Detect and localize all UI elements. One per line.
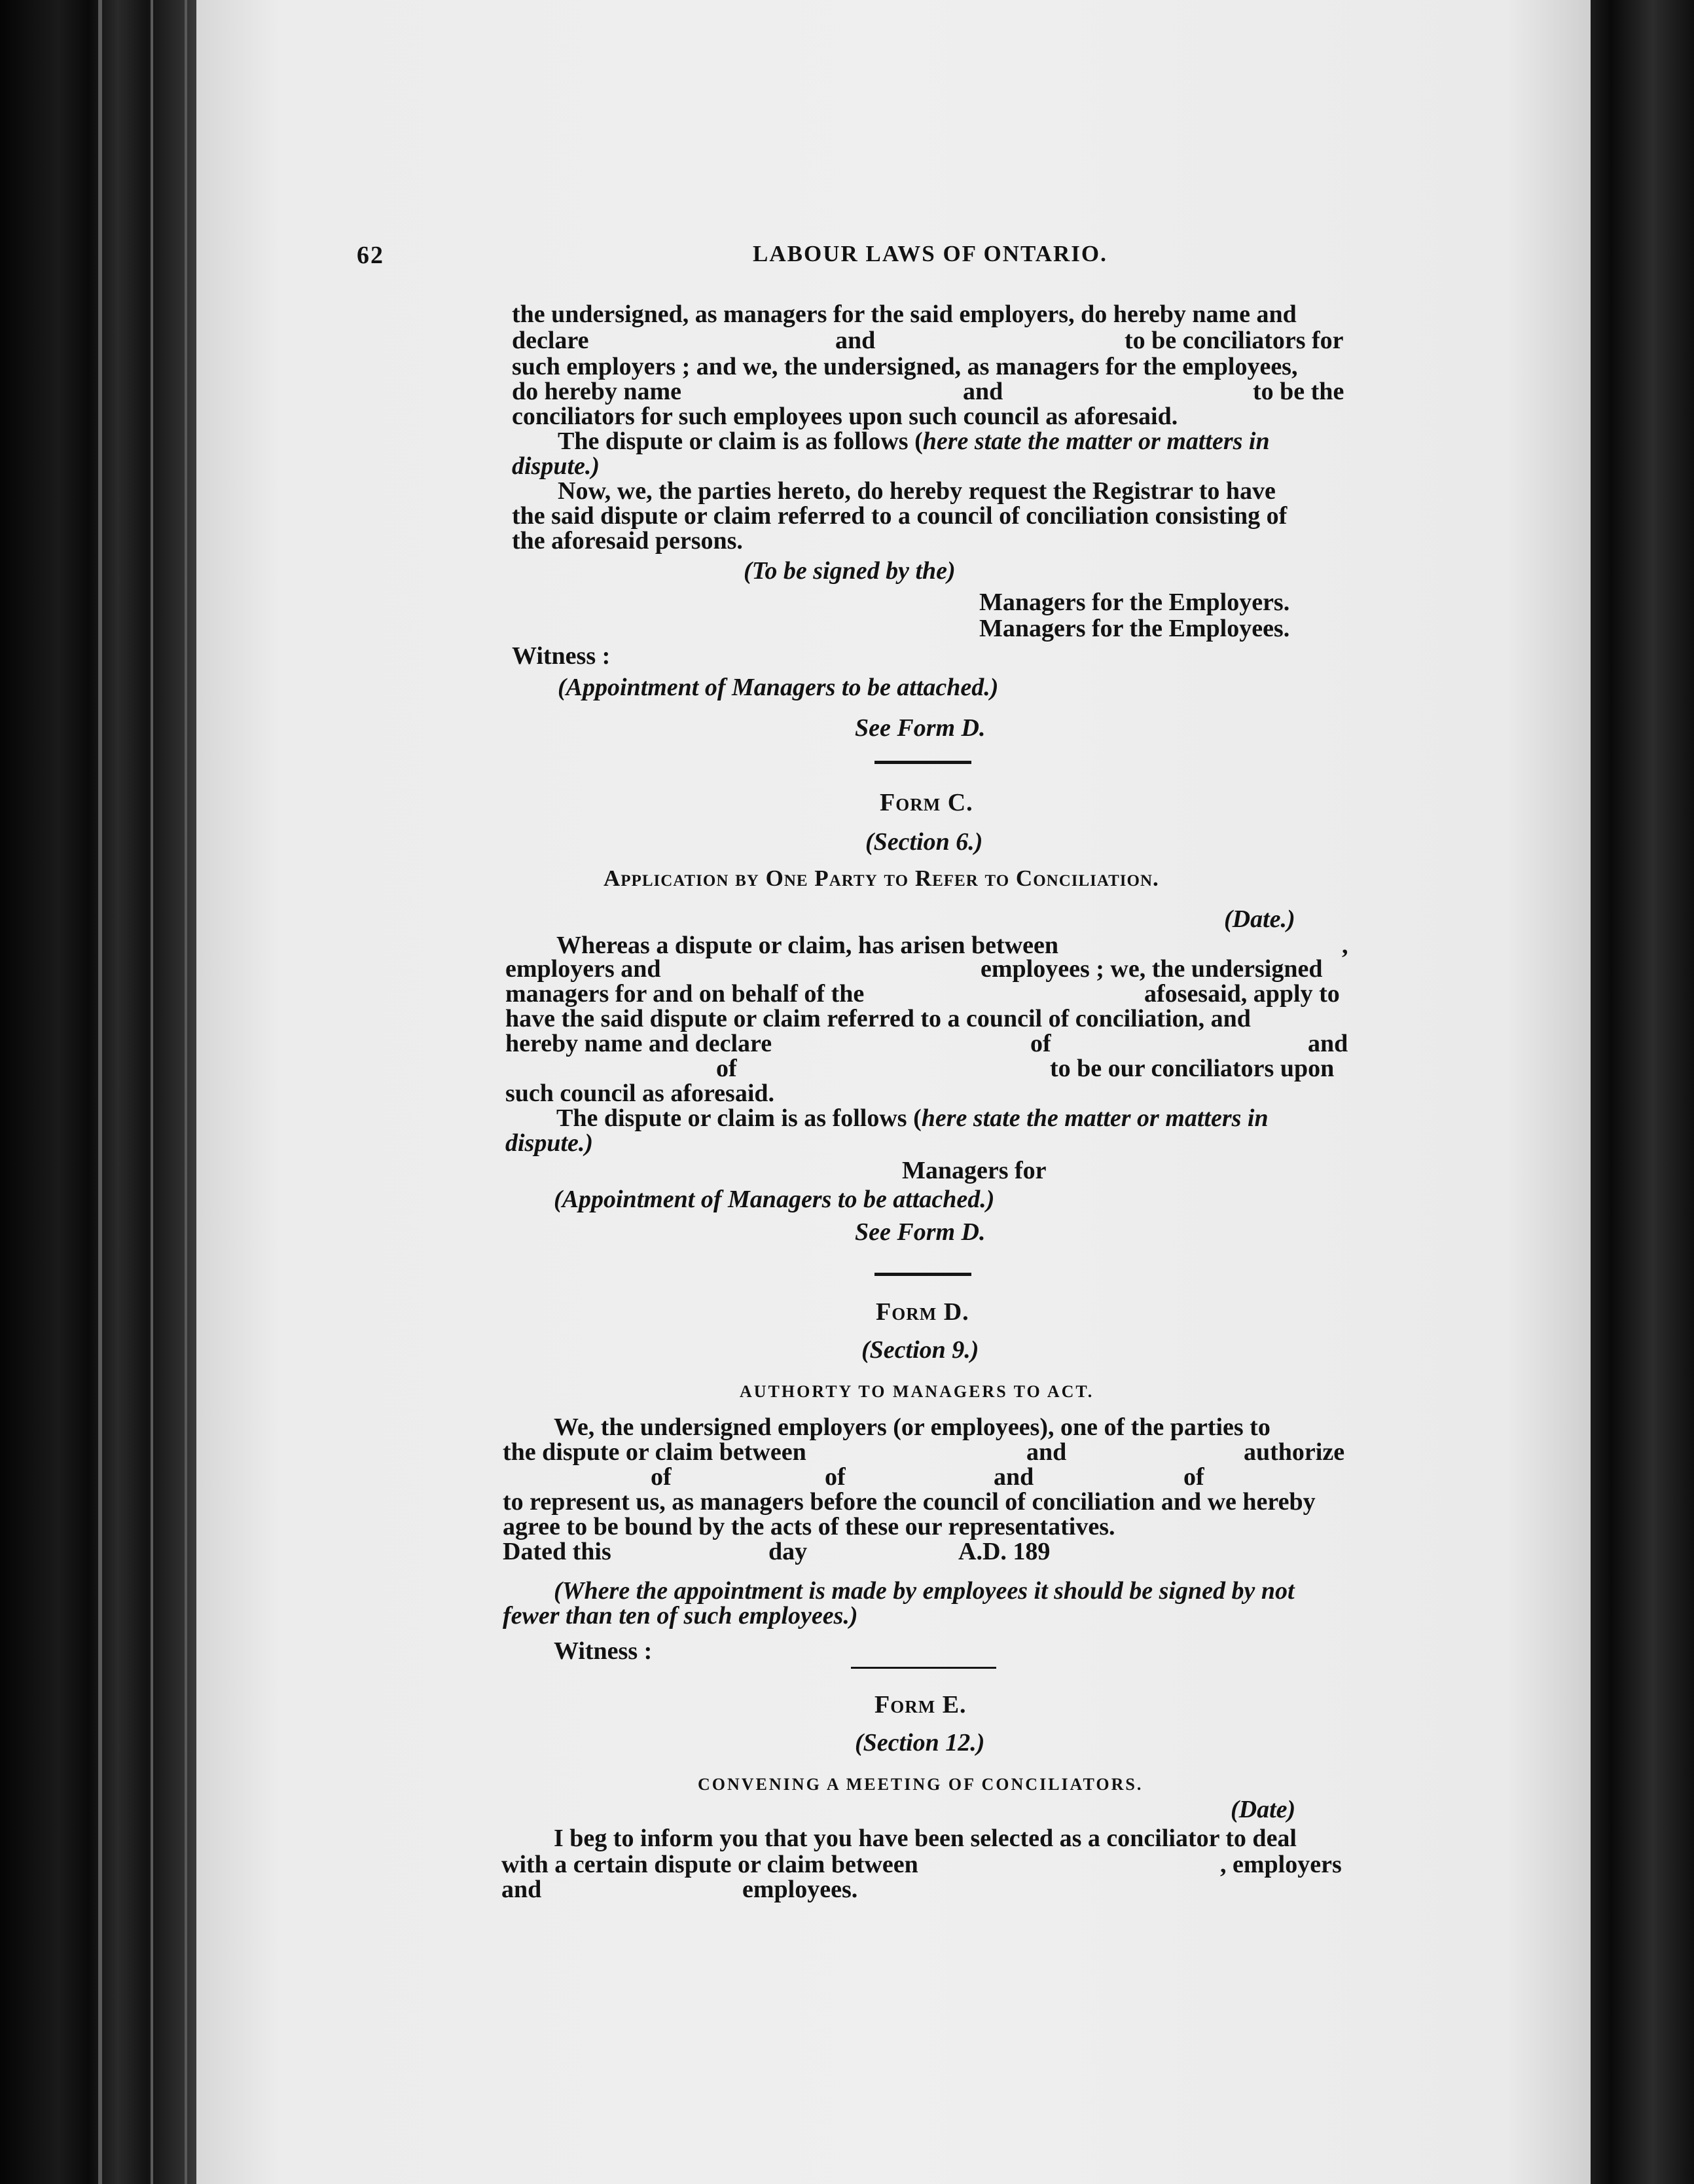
text-line: the aforesaid persons.	[512, 527, 743, 555]
text-line: Whereas a dispute or claim, has arisen between	[556, 932, 1059, 959]
text-line: managers for and on behalf of the	[505, 980, 865, 1008]
section-reference: (Section 9.)	[861, 1336, 979, 1364]
text-line: and	[963, 378, 1003, 405]
text-line: We, the undersigned employers (or employees), one of the parties to	[554, 1413, 1270, 1441]
text-line: Now, we, the parties hereto, do hereby request the Registrar to have	[558, 477, 1276, 505]
text-line: and	[501, 1876, 542, 1903]
form-heading: AUTHORTY TO MANAGERS TO ACT.	[740, 1382, 1094, 1401]
text-line: dispute.)	[505, 1129, 594, 1157]
form-heading: Application by One Party to Refer to Conciliation.	[604, 865, 1159, 891]
section-reference: (Section 12.)	[855, 1729, 985, 1756]
text-line: with a certain dispute or claim between	[501, 1851, 918, 1878]
text-line: to be the	[1253, 378, 1344, 405]
form-title: Form D.	[876, 1298, 969, 1326]
date-placeholder: (Date)	[1231, 1796, 1296, 1823]
text-line: authorize	[1244, 1438, 1345, 1466]
text-line: employees.	[742, 1876, 858, 1903]
text-line: A.D. 189	[958, 1538, 1051, 1565]
signing-note: (To be signed by the)	[744, 557, 956, 585]
text-line: dispute.)	[512, 452, 600, 480]
text-line: of	[825, 1463, 846, 1491]
text-line: conciliators for such employees upon such council as aforesaid.	[512, 403, 1178, 430]
text-line: declare	[512, 327, 589, 354]
text-line: of	[716, 1055, 737, 1082]
signing-note: fewer than ten of such employees.)	[503, 1602, 858, 1629]
text-line: and	[835, 327, 876, 354]
text-line: to be conciliators for	[1125, 327, 1344, 354]
text-line: and	[1026, 1438, 1067, 1466]
spine-edge-line	[98, 0, 102, 2184]
spine-edge-line	[185, 0, 187, 2184]
divider-rule	[874, 761, 971, 764]
running-title: LABOUR LAWS OF ONTARIO.	[753, 241, 1108, 266]
text-line: hereby name and declare	[505, 1030, 772, 1057]
text-line: of	[1030, 1030, 1051, 1057]
text-line: The dispute or claim is as follows (here state the matter or matters in	[558, 428, 1270, 455]
form-heading: CONVENING A MEETING OF CONCILIATORS.	[698, 1775, 1144, 1794]
text-line: such employers ; and we, the undersigned, as managers for the employees,	[512, 353, 1298, 380]
text-line: have the said dispute or claim referred to a council of conciliation, and	[505, 1005, 1251, 1032]
appointment-note: (Appointment of Managers to be attached.)	[558, 674, 999, 701]
divider-rule	[874, 1273, 971, 1276]
page-number: 62	[357, 242, 384, 269]
spine-edge-line	[151, 0, 153, 2184]
date-placeholder: (Date.)	[1224, 905, 1295, 933]
text-line: the undersigned, as managers for the said employers, do hereby name and	[512, 300, 1297, 328]
witness-label: Witness :	[554, 1637, 653, 1665]
text-line: employees ; we, the undersigned	[981, 955, 1323, 983]
see-form-reference: See Form D.	[855, 714, 986, 742]
text-line: of	[1183, 1463, 1204, 1491]
signature-line: Managers for the Employers.	[979, 589, 1290, 616]
text-line: day	[768, 1538, 808, 1565]
text-line: to be our conciliators upon	[1050, 1055, 1335, 1082]
signature-line: Managers for	[902, 1157, 1047, 1184]
text-line: the dispute or claim between	[503, 1438, 806, 1466]
signature-line: Managers for the Employees.	[979, 615, 1290, 642]
signature-rule	[851, 1667, 996, 1669]
text-line: such council as aforesaid.	[505, 1080, 775, 1107]
signing-note: (Where the appointment is made by employees it should be signed by not	[554, 1577, 1295, 1605]
text-line: ,	[1342, 932, 1348, 959]
text-line: to represent us, as managers before the council of conciliation and we hereby	[503, 1488, 1316, 1516]
text-line: The dispute or claim is as follows (here state the matter or matters in	[556, 1104, 1269, 1132]
text-line: of	[651, 1463, 672, 1491]
section-reference: (Section 6.)	[865, 828, 983, 856]
facing-page-edge	[1591, 0, 1694, 2184]
appointment-note: (Appointment of Managers to be attached.)	[554, 1186, 995, 1213]
text-line: Dated this	[503, 1538, 611, 1565]
text-line: employers and	[505, 955, 661, 983]
form-title: Form C.	[880, 789, 973, 816]
text-line: and	[994, 1463, 1034, 1491]
witness-label: Witness :	[512, 642, 611, 670]
text-line: the said dispute or claim referred to a council of conciliation consisting of	[512, 502, 1288, 530]
text-line: do hereby name	[512, 378, 681, 405]
text-line: and	[1308, 1030, 1348, 1057]
text-line: I beg to inform you that you have been selected as a conciliator to deal	[554, 1825, 1297, 1852]
see-form-reference: See Form D.	[855, 1218, 986, 1246]
text-line: , employers	[1220, 1851, 1342, 1878]
text-line: agree to be bound by the acts of these our representatives.	[503, 1513, 1115, 1540]
text-line: afosesaid, apply to	[1144, 980, 1340, 1008]
form-title: Form E.	[874, 1691, 967, 1719]
